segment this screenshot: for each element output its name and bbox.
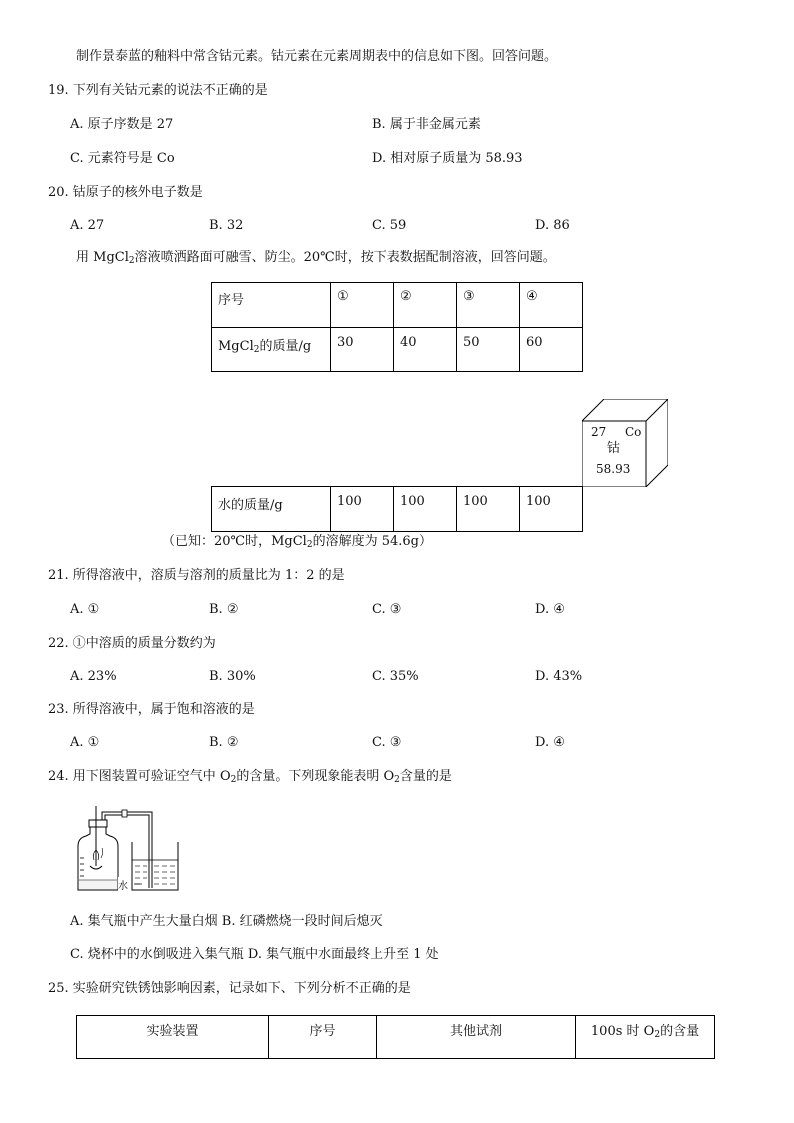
q24-options-cd[interactable]: C. 烧杯中的水倒吸进入集气瓶 D. 集气瓶中水面最终上升至 1 处 [70,947,439,962]
q23-option-a[interactable]: A. ① [70,735,100,750]
q22-option-d[interactable]: D. 43% [535,669,583,684]
table-header-label: 序号 [212,283,331,328]
cobalt-intro-text: 制作景泰蓝的釉料中常含钴元素。钴元素在元素周期表中的信息如下图。回答问题。 [76,49,558,64]
q22-option-c[interactable]: C. 35% [372,669,419,684]
q19-option-d[interactable]: D. 相对原子质量为 58.93 [372,151,523,166]
q22-option-b[interactable]: B. 30% [209,669,256,684]
q21-option-b[interactable]: B. ② [209,602,239,617]
q23-option-b[interactable]: B. ② [209,735,239,750]
mgcl2-table-bottom [211,486,583,532]
mgcl2-table-top [211,282,583,372]
q24-stem: 24. 用下图装置可验证空气中 $O_2$的含量。下列现象能表明 $O_2$含量的是 [48,769,452,785]
q25-header-reagents: 其他试剂 [377,1016,576,1059]
table-water-mass-label: 水的质量/g [212,487,331,532]
oxygen-content-apparatus [74,802,184,898]
table-cell: 100 [331,487,394,532]
q19-option-a[interactable]: A. 原子序数是 27 [70,117,174,132]
table-cell: 100 [394,487,457,532]
q20-option-d[interactable]: D. 86 [535,218,570,233]
q20-option-a[interactable]: A. 27 [70,218,105,233]
q22-option-a[interactable]: A. 23% [70,669,117,684]
apparatus-water-label: 水 [118,877,128,892]
q21-option-c[interactable]: C. ③ [372,602,402,617]
cobalt-element-cell [582,399,668,487]
mgcl2-intro-text: 用 MgCl$_2$溶液喷洒路面可融雪、防尘。20℃时，按下表数据配制溶液，回答问题。 [76,250,556,266]
q20-option-c[interactable]: C. 59 [372,218,407,233]
q21-option-a[interactable]: A. ① [70,602,100,617]
q19-option-c[interactable]: C. 元素符号是 Co [70,151,175,166]
q20-option-b[interactable]: B. 32 [209,218,244,233]
table-cell: 60 [520,328,583,372]
q25-table [76,1015,715,1059]
q25-stem: 25. 实验研究铁锈蚀影响因素，记录如下、下列分析不正确的是 [48,981,411,996]
element-atomic-mass: 58.93 [596,462,631,476]
q25-header-apparatus: 实验装置 [77,1016,269,1059]
q25-header-number: 序号 [269,1016,377,1059]
q20-stem: 20. 钴原子的核外电子数是 [48,185,203,200]
q19-stem: 19. 下列有关钴元素的说法不正确的是 [48,83,268,98]
table-cell: 50 [457,328,520,372]
element-symbol: Co [625,425,642,439]
q21-stem: 21. 所得溶液中，溶质与溶剂的质量比为 1：2 的是 [48,568,345,583]
element-atomic-number: 27 [591,425,607,439]
table-cell: 40 [394,328,457,372]
apparatus-diagram [74,802,184,894]
q23-option-c[interactable]: C. ③ [372,735,402,750]
q23-stem: 23. 所得溶液中，属于饱和溶液的是 [48,702,255,717]
element-name: 钴 [607,441,621,456]
table-header-cell: ③ [457,283,520,328]
q22-stem: 22. ①中溶质的质量分数约为 [48,636,216,651]
table-cell: 100 [457,487,520,532]
table-mgcl2-mass-label: MgCl$_2$的质量/g [212,328,331,372]
solubility-note: （已知：20℃时，MgCl$_2$的溶解度为 54.6g） [162,534,432,550]
table-header-cell: ② [394,283,457,328]
table-header-cell: ① [331,283,394,328]
q19-option-b[interactable]: B. 属于非金属元素 [372,117,481,132]
q23-option-d[interactable]: D. ④ [535,735,565,750]
table-cell: 100 [520,487,583,532]
q21-option-d[interactable]: D. ④ [535,602,565,617]
table-cell: 30 [331,328,394,372]
q25-header-o2-content: 100s 时 $O_2$的含量 [576,1016,715,1059]
q24-options-ab[interactable]: A. 集气瓶中产生大量白烟 B. 红磷燃烧一段时间后熄灭 [70,914,383,929]
table-header-cell: ④ [520,283,583,328]
